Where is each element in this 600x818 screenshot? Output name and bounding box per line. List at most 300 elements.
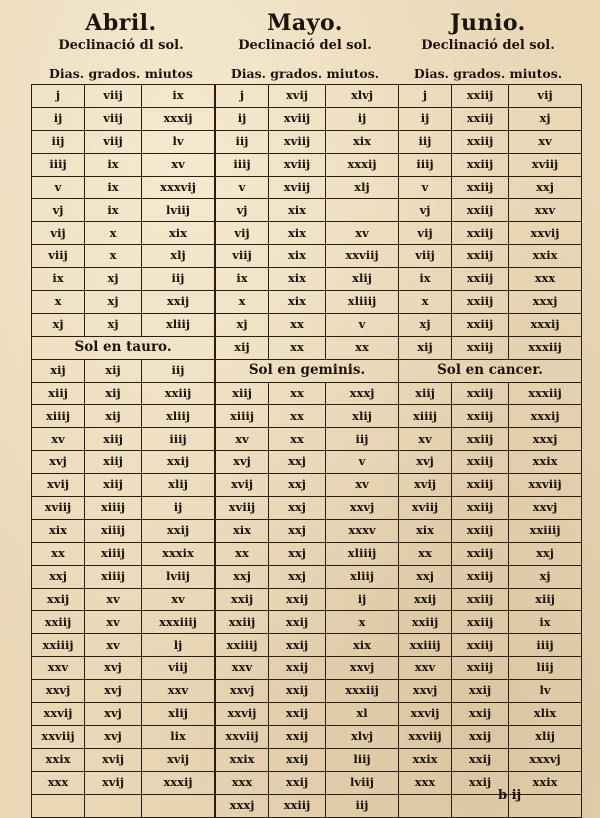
degrees-cell: xxij xyxy=(452,725,509,748)
table-row xyxy=(399,428,582,451)
sign-row xyxy=(399,359,582,382)
day-cell: xxvj xyxy=(216,680,269,703)
minutes-cell: xxxvij xyxy=(142,176,215,199)
degrees-cell: xx xyxy=(269,428,326,451)
degrees-cell: xxiij xyxy=(452,657,509,680)
table-row xyxy=(216,519,399,542)
degrees-cell: xx xyxy=(269,382,326,405)
degrees-cell: xiij xyxy=(85,451,142,474)
table-row xyxy=(216,268,399,291)
degrees-cell: xviij xyxy=(269,130,326,153)
day-cell: xxviij xyxy=(32,725,85,748)
table-row xyxy=(216,382,399,405)
month-title: Mayo. xyxy=(267,10,343,36)
day-cell: v xyxy=(32,176,85,199)
degrees-cell: viij xyxy=(85,107,142,130)
minutes-cell: xxxv xyxy=(326,519,399,542)
degrees-cell: xix xyxy=(269,245,326,268)
degrees-cell: viij xyxy=(85,130,142,153)
degrees-cell: xxij xyxy=(269,611,326,634)
day-cell: vj xyxy=(399,199,452,222)
degrees-cell: xix xyxy=(269,268,326,291)
day-cell: xx xyxy=(32,542,85,565)
table-row xyxy=(32,176,215,199)
day-cell: xxij xyxy=(399,588,452,611)
minutes-cell: ix xyxy=(509,611,582,634)
degrees-cell: xix xyxy=(269,199,326,222)
degrees-cell: xxiij xyxy=(452,634,509,657)
degrees-cell: xxj xyxy=(269,519,326,542)
day-cell: j xyxy=(32,85,85,108)
page-signature: b ij xyxy=(498,788,522,803)
minutes-cell: xxix xyxy=(509,451,582,474)
day-cell: xxj xyxy=(216,565,269,588)
degrees-cell: xxiij xyxy=(452,85,509,108)
day-cell: xij xyxy=(399,336,452,359)
day-cell: xvj xyxy=(399,451,452,474)
minutes-cell: iij xyxy=(142,359,215,382)
degrees-cell: xxij xyxy=(269,657,326,680)
degrees-cell: xxiij xyxy=(452,130,509,153)
day-cell: iij xyxy=(399,130,452,153)
table-row xyxy=(32,222,215,245)
degrees-cell: xxiij xyxy=(452,336,509,359)
table-row xyxy=(32,382,215,405)
minutes-cell: xliij xyxy=(142,405,215,428)
table-row xyxy=(216,497,399,520)
minutes-cell: xxv xyxy=(142,680,215,703)
degrees-cell: xxiij xyxy=(452,588,509,611)
minutes-cell: xvij xyxy=(142,748,215,771)
degrees-cell: xvj xyxy=(85,725,142,748)
table-row xyxy=(399,153,582,176)
table-row xyxy=(399,268,582,291)
table-row xyxy=(399,611,582,634)
day-cell xyxy=(32,794,85,817)
minutes-cell: xxij xyxy=(142,451,215,474)
day-cell: xvj xyxy=(32,451,85,474)
day-cell: xiiij xyxy=(399,405,452,428)
column-headers: Dias. grados. miutos xyxy=(49,66,193,81)
minutes-cell: xlij xyxy=(509,725,582,748)
table-row xyxy=(32,199,215,222)
table-row xyxy=(216,588,399,611)
minutes-cell: xviij xyxy=(509,153,582,176)
table-row xyxy=(32,611,215,634)
degrees-cell: xxiij xyxy=(452,565,509,588)
minutes-cell: lix xyxy=(142,725,215,748)
day-cell: vj xyxy=(32,199,85,222)
day-cell: xvij xyxy=(399,474,452,497)
day-cell: viij xyxy=(216,245,269,268)
day-cell: xxiiij xyxy=(32,634,85,657)
sign-row xyxy=(32,336,215,359)
degrees-cell: xxiij xyxy=(452,245,509,268)
minutes-cell: xliiij xyxy=(326,542,399,565)
declination-table xyxy=(31,84,215,818)
degrees-cell: xxiij xyxy=(452,199,509,222)
minutes-cell: xxviij xyxy=(509,474,582,497)
degrees-cell: xij xyxy=(85,405,142,428)
table-row xyxy=(216,85,399,108)
minutes-cell: xxxvj xyxy=(509,748,582,771)
minutes-cell: xlij xyxy=(326,268,399,291)
day-cell: xxx xyxy=(399,771,452,794)
table-row xyxy=(399,107,582,130)
minutes-cell: lj xyxy=(142,634,215,657)
minutes-cell: xxviij xyxy=(326,245,399,268)
degrees-cell: ix xyxy=(85,153,142,176)
table-row xyxy=(216,313,399,336)
day-cell: xxj xyxy=(32,565,85,588)
table-row xyxy=(399,451,582,474)
degrees-cell: xvij xyxy=(85,748,142,771)
table-row xyxy=(399,313,582,336)
minutes-cell: xlij xyxy=(142,703,215,726)
day-cell: xxxj xyxy=(216,794,269,817)
minutes-cell: xxxj xyxy=(509,291,582,314)
day-cell: xxviij xyxy=(399,725,452,748)
day-cell: xxix xyxy=(399,748,452,771)
declination-table xyxy=(398,84,582,818)
day-cell: xxiij xyxy=(399,611,452,634)
day-cell: vij xyxy=(32,222,85,245)
minutes-cell: xj xyxy=(509,107,582,130)
degrees-cell: xviij xyxy=(269,107,326,130)
degrees-cell: xxiij xyxy=(452,313,509,336)
degrees-cell: xxj xyxy=(269,542,326,565)
table-row xyxy=(32,588,215,611)
day-cell: x xyxy=(399,291,452,314)
day-cell: xiij xyxy=(216,382,269,405)
table-row xyxy=(399,657,582,680)
degrees-cell: xxiij xyxy=(452,519,509,542)
day-cell: xiij xyxy=(32,382,85,405)
degrees-cell: xxiij xyxy=(452,268,509,291)
degrees-cell: xviij xyxy=(269,153,326,176)
degrees-cell: xxij xyxy=(452,748,509,771)
day-cell: x xyxy=(216,291,269,314)
degrees-cell: xvj xyxy=(85,703,142,726)
minutes-cell: xl xyxy=(326,703,399,726)
minutes-cell: xliiij xyxy=(326,291,399,314)
table-row xyxy=(216,657,399,680)
degrees-cell: xxiij xyxy=(452,474,509,497)
month-title: Junio. xyxy=(450,10,526,36)
day-cell: xvij xyxy=(216,474,269,497)
table-row xyxy=(32,313,215,336)
minutes-cell: lv xyxy=(509,680,582,703)
degrees-cell: xiiij xyxy=(85,565,142,588)
day-cell: ij xyxy=(216,107,269,130)
degrees-cell: xxij xyxy=(452,703,509,726)
degrees-cell: xx xyxy=(269,405,326,428)
minutes-cell: iij xyxy=(142,268,215,291)
day-cell: xij xyxy=(32,359,85,382)
table-row xyxy=(216,153,399,176)
day-cell: xv xyxy=(32,428,85,451)
table-row xyxy=(32,130,215,153)
table-row xyxy=(216,748,399,771)
declination-subtitle: Declinació del sol. xyxy=(238,38,372,53)
day-cell: ij xyxy=(399,107,452,130)
table-row xyxy=(32,291,215,314)
minutes-cell: xxx xyxy=(509,268,582,291)
degrees-cell: xiiij xyxy=(85,519,142,542)
table-row xyxy=(399,85,582,108)
minutes-cell: xxix xyxy=(509,771,582,794)
minutes-cell: x xyxy=(326,611,399,634)
table-row xyxy=(399,703,582,726)
minutes-cell: xv xyxy=(509,130,582,153)
minutes-cell: ij xyxy=(326,588,399,611)
minutes-cell: xxxiij xyxy=(326,680,399,703)
minutes-cell: xlvj xyxy=(326,725,399,748)
minutes-cell: xv xyxy=(326,222,399,245)
degrees-cell: xxij xyxy=(269,771,326,794)
table-row xyxy=(216,130,399,153)
table-row xyxy=(32,657,215,680)
day-cell: xij xyxy=(216,336,269,359)
day-cell: xv xyxy=(216,428,269,451)
day-cell: xj xyxy=(399,313,452,336)
day-cell: xiij xyxy=(399,382,452,405)
day-cell: xxiij xyxy=(32,611,85,634)
degrees-cell: xxiij xyxy=(452,382,509,405)
declination-subtitle: Declinació dl sol. xyxy=(58,38,184,53)
minutes-cell: ij xyxy=(326,107,399,130)
day-cell: xxj xyxy=(399,565,452,588)
day-cell: ix xyxy=(216,268,269,291)
degrees-cell: viij xyxy=(85,85,142,108)
table-row xyxy=(216,199,399,222)
minutes-cell: xix xyxy=(142,222,215,245)
table-row xyxy=(32,153,215,176)
table-row xyxy=(216,176,399,199)
minutes-cell: xlij xyxy=(326,405,399,428)
minutes-cell: liij xyxy=(509,657,582,680)
table-row xyxy=(399,542,582,565)
table-row xyxy=(216,565,399,588)
day-cell: viij xyxy=(399,245,452,268)
minutes-cell: xlj xyxy=(142,245,215,268)
degrees-cell: xx xyxy=(269,336,326,359)
table-row xyxy=(216,245,399,268)
minutes-cell: xiij xyxy=(509,588,582,611)
minutes-cell xyxy=(326,199,399,222)
table-row xyxy=(32,748,215,771)
day-cell: v xyxy=(216,176,269,199)
table-row xyxy=(32,451,215,474)
day-cell: xix xyxy=(399,519,452,542)
degrees-cell: xxiij xyxy=(452,405,509,428)
minutes-cell: lviij xyxy=(142,199,215,222)
degrees-cell: ix xyxy=(85,199,142,222)
table-row xyxy=(32,703,215,726)
table-row xyxy=(32,268,215,291)
minutes-cell: xix xyxy=(326,634,399,657)
minutes-cell: v xyxy=(326,313,399,336)
table-row xyxy=(216,336,399,359)
minutes-cell: xxv xyxy=(509,199,582,222)
degrees-cell: xvij xyxy=(85,771,142,794)
table-row xyxy=(399,474,582,497)
degrees-cell: xviij xyxy=(269,176,326,199)
degrees-cell: xxiij xyxy=(452,291,509,314)
minutes-cell: xxxiij xyxy=(509,336,582,359)
day-cell: xxix xyxy=(216,748,269,771)
minutes-cell: xx xyxy=(326,336,399,359)
day-cell: vij xyxy=(399,222,452,245)
table-row xyxy=(399,382,582,405)
minutes-cell: lviij xyxy=(142,565,215,588)
degrees-cell: xiiij xyxy=(85,542,142,565)
minutes-cell: xxxiiij xyxy=(142,611,215,634)
minutes-cell: xxxj xyxy=(509,428,582,451)
table-row xyxy=(32,245,215,268)
table-row xyxy=(216,451,399,474)
table-row xyxy=(32,771,215,794)
day-cell: xvj xyxy=(216,451,269,474)
degrees-cell: xxiij xyxy=(452,542,509,565)
day-cell: xxv xyxy=(32,657,85,680)
zodiac-sign-label: Sol en geminis. xyxy=(216,359,399,382)
table-row xyxy=(216,474,399,497)
table-row xyxy=(216,634,399,657)
day-cell: v xyxy=(399,176,452,199)
day-cell: xxv xyxy=(216,657,269,680)
day-cell: xxiij xyxy=(216,611,269,634)
table-row xyxy=(216,405,399,428)
day-cell: xxvij xyxy=(32,703,85,726)
minutes-cell: xxxj xyxy=(326,382,399,405)
minutes-cell: xxvj xyxy=(326,657,399,680)
day-cell: xviij xyxy=(399,497,452,520)
table-row xyxy=(216,291,399,314)
minutes-cell: liij xyxy=(326,748,399,771)
column-headers: Dias. grados. miutos. xyxy=(413,66,563,81)
minutes-cell: xliij xyxy=(142,313,215,336)
table-row xyxy=(399,199,582,222)
degrees-cell: xvj xyxy=(85,680,142,703)
day-cell: xvij xyxy=(32,474,85,497)
day-cell: xxiiij xyxy=(216,634,269,657)
minutes-cell: xxix xyxy=(509,245,582,268)
degrees-cell: xxiij xyxy=(452,153,509,176)
minutes-cell: xv xyxy=(326,474,399,497)
day-cell xyxy=(399,794,452,817)
day-cell: xxx xyxy=(32,771,85,794)
day-cell: xiiij xyxy=(216,405,269,428)
degrees-cell: xxij xyxy=(452,771,509,794)
table-row xyxy=(32,519,215,542)
table-row xyxy=(399,771,582,794)
day-cell: xj xyxy=(32,313,85,336)
degrees-cell: xxij xyxy=(269,634,326,657)
degrees-cell: xiiij xyxy=(85,497,142,520)
minutes-cell: lviij xyxy=(326,771,399,794)
table-row xyxy=(399,519,582,542)
table-row xyxy=(399,130,582,153)
day-cell: xv xyxy=(399,428,452,451)
table-row xyxy=(399,680,582,703)
degrees-cell: xj xyxy=(85,291,142,314)
minutes-cell: iij xyxy=(326,428,399,451)
day-cell: vj xyxy=(216,199,269,222)
day-cell: xviij xyxy=(32,497,85,520)
table-row xyxy=(216,680,399,703)
minutes-cell: xxxix xyxy=(142,542,215,565)
degrees-cell: xxj xyxy=(269,565,326,588)
day-cell: xxij xyxy=(216,588,269,611)
minutes-cell: ij xyxy=(142,497,215,520)
table-row xyxy=(399,794,582,817)
day-cell: xx xyxy=(399,542,452,565)
degrees-cell: xxij xyxy=(452,680,509,703)
table-row xyxy=(32,634,215,657)
minutes-cell: xlij xyxy=(142,474,215,497)
minutes-cell: xxiij xyxy=(142,382,215,405)
zodiac-sign-label: Sol en tauro. xyxy=(32,336,215,359)
table-row xyxy=(216,771,399,794)
table-row xyxy=(32,497,215,520)
degrees-cell: xx xyxy=(269,313,326,336)
degrees-cell: xvij xyxy=(269,85,326,108)
degrees-cell: ix xyxy=(85,176,142,199)
table-row xyxy=(216,107,399,130)
degrees-cell: xxiij xyxy=(452,611,509,634)
table-row xyxy=(216,725,399,748)
minutes-cell: xxxiij xyxy=(509,382,582,405)
degrees-cell: xxiij xyxy=(269,794,326,817)
degrees-cell: xxij xyxy=(269,588,326,611)
column-headers: Dias. grados. miutos. xyxy=(230,66,380,81)
day-cell: j xyxy=(399,85,452,108)
day-cell: xix xyxy=(32,519,85,542)
degrees-cell: xj xyxy=(85,313,142,336)
degrees-cell: xxij xyxy=(269,703,326,726)
degrees-cell: x xyxy=(85,222,142,245)
day-cell: xxvj xyxy=(32,680,85,703)
degrees-cell: xxiij xyxy=(452,497,509,520)
minutes-cell: xxxij xyxy=(142,107,215,130)
degrees-cell: xxij xyxy=(269,725,326,748)
day-cell: xxij xyxy=(32,588,85,611)
minutes-cell: iiij xyxy=(142,428,215,451)
minutes-cell: viij xyxy=(142,657,215,680)
minutes-cell: xxxij xyxy=(142,771,215,794)
minutes-cell: lv xyxy=(142,130,215,153)
declination-table xyxy=(215,84,399,818)
day-cell: iiij xyxy=(399,153,452,176)
day-cell: j xyxy=(216,85,269,108)
declination-subtitle: Declinació del sol. xyxy=(421,38,555,53)
minutes-cell: xix xyxy=(326,130,399,153)
minutes-cell: iij xyxy=(326,794,399,817)
day-cell: xx xyxy=(216,542,269,565)
degrees-cell: x xyxy=(85,245,142,268)
minutes-cell xyxy=(142,794,215,817)
day-cell: iij xyxy=(32,130,85,153)
day-cell: xxx xyxy=(216,771,269,794)
degrees-cell: xxiij xyxy=(452,107,509,130)
day-cell: xxv xyxy=(399,657,452,680)
degrees-cell: xxij xyxy=(269,748,326,771)
day-cell: xxviij xyxy=(216,725,269,748)
table-row xyxy=(32,565,215,588)
table-row xyxy=(216,542,399,565)
table-row xyxy=(32,474,215,497)
